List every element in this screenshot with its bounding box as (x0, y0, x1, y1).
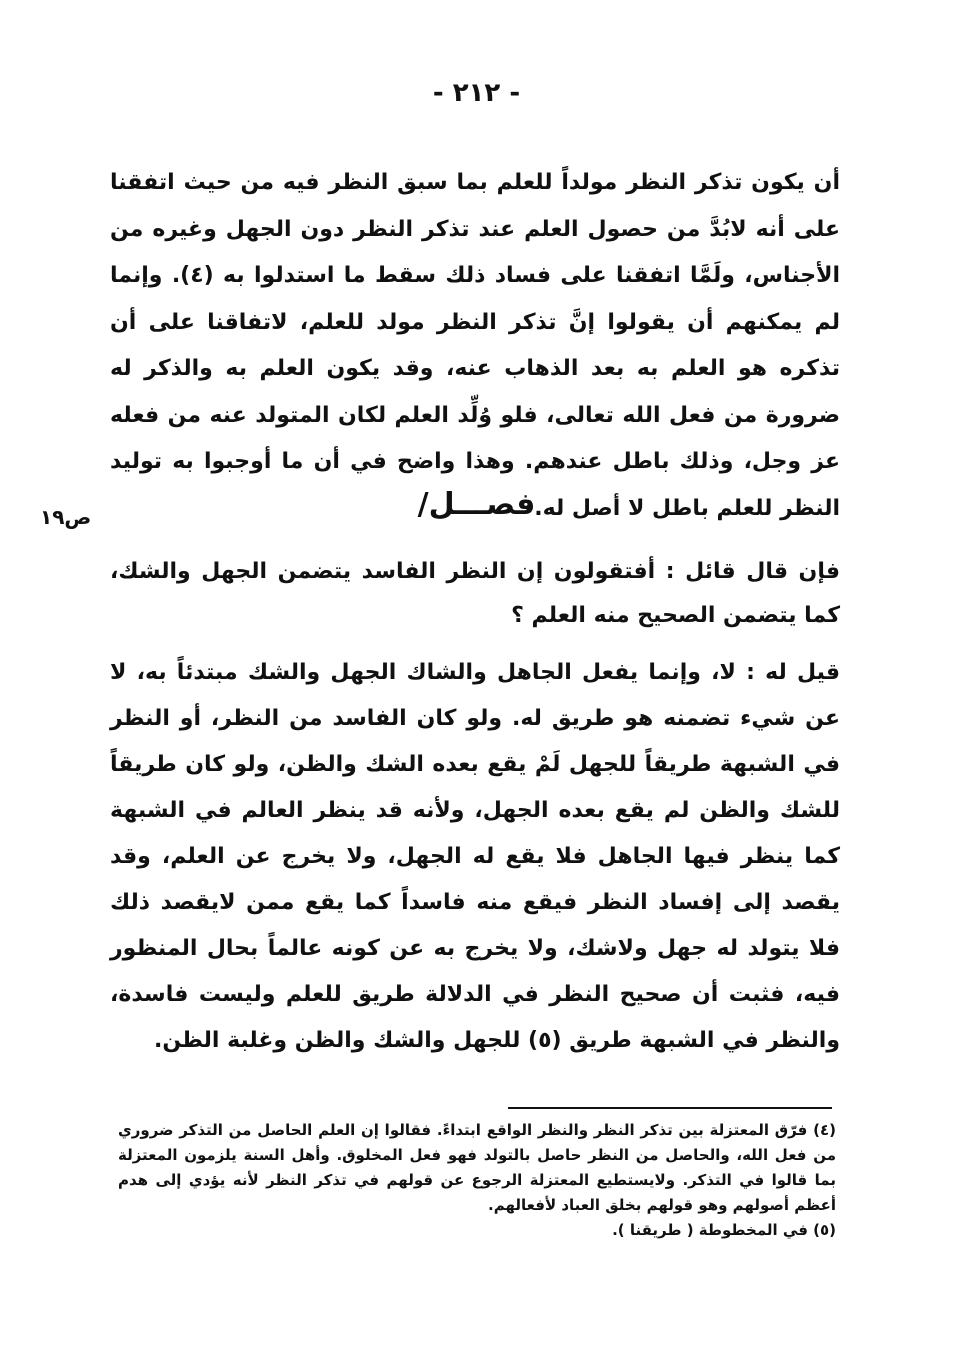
page-number: - ٢١٢ - (432, 78, 521, 108)
question-paragraph (110, 550, 840, 638)
answer-text: قيل له : لا، وإنما يفعل الجاهل والشاك الجهل والشك مبتدئاً به، لا عن شيء تضمنه هو طريق له. ولو كان الفاسد من النظر، أو النظر في الشبهة طريقاً للجهل لَمْ يقع بعده الشك والظن، ولو كان طريقاً للشك والظن لم يقع بعده الجهل، ولأنه قد ينظر العالم في الشبهة كما ينظر فيها الجاهل فلا يقع له الجهل، ولا يخرج عن العلم، وقد يقصد إلى إفساد النظر فيقع منه فاسداً كما يقع ممن لايقصد ذلك فلا يتولد له جهل ولاشك، ولا يخرج به عن كونه عالماً بحال المنظور فيه، فثبت أن صحيح النظر في الدلالة طريق للعلم وليست فاسدة، والنظر في الشبهة طريق (٥) للجهل والشك والظن وغلبة الظن. (110, 660, 840, 1053)
footnote-4-text: فرّق المعتزلة بين تذكر النظر والنظر الواقع ابتداءً. فقالوا إن العلم الحاصل من التذكر ضروري من فعل الله، والحاصل من النظر حاصل بالتولد فهو فعل المخلوق. وأهل السنة يلزمون المعتزلة بما قالوا في التذكر. ولايستطيع المعتزلة الرجوع عن قولهم في تذكر النظر لأنه يؤدي إلى هدم أعظم أصولهم وهو قولهم بخلق العباد لأفعالهم. (118, 1121, 836, 1214)
section-heading: فصـــل/ (417, 487, 536, 522)
answer-paragraph (110, 650, 840, 1064)
footnote-separator (508, 1107, 832, 1109)
paragraph-1 (110, 160, 840, 532)
footnotes (118, 1118, 836, 1243)
footnote-5: (٥) في المخطوطة ( طريقنا ). (612, 1221, 836, 1239)
manuscript-page-reference: ص١٩ (40, 505, 92, 529)
footnote-4-marker: (٤) (813, 1121, 836, 1139)
question-text: فإن قال قائل : أفتقولون إن النظر الفاسد يتضمن الجهل والشك، كما يتضمن الصحيح منه العلم ؟ (110, 559, 840, 628)
footnote-4 (118, 1118, 836, 1218)
paragraph-1-text: أن يكون تذكر النظر مولداً للعلم بما سبق النظر فيه من حيث اتفقنا على أنه لابُدَّ من حصول العلم عند تذكر النظر دون الجهل وغيره من الأجناس، ولَمَّا اتفقنا على فساد ذلك سقط ما استدلوا به (٤). وإنما لم يمكنهم أن يقولوا إنَّ تذكر النظر مولد للعلم، لاتفاقنا على أن تذكره هو العلم به بعد الذهاب عنه، وقد يكون العلم به والذكر له ضرورة من فعل الله تعالى، فلو وُلِّد العلم لكان المتولد عنه من فعله عز وجل، وذلك باطل عندهم. وهذا واضح في أن ما أوجبوا به توليد النظر للعلم باطل لا أصل له. (110, 170, 841, 521)
